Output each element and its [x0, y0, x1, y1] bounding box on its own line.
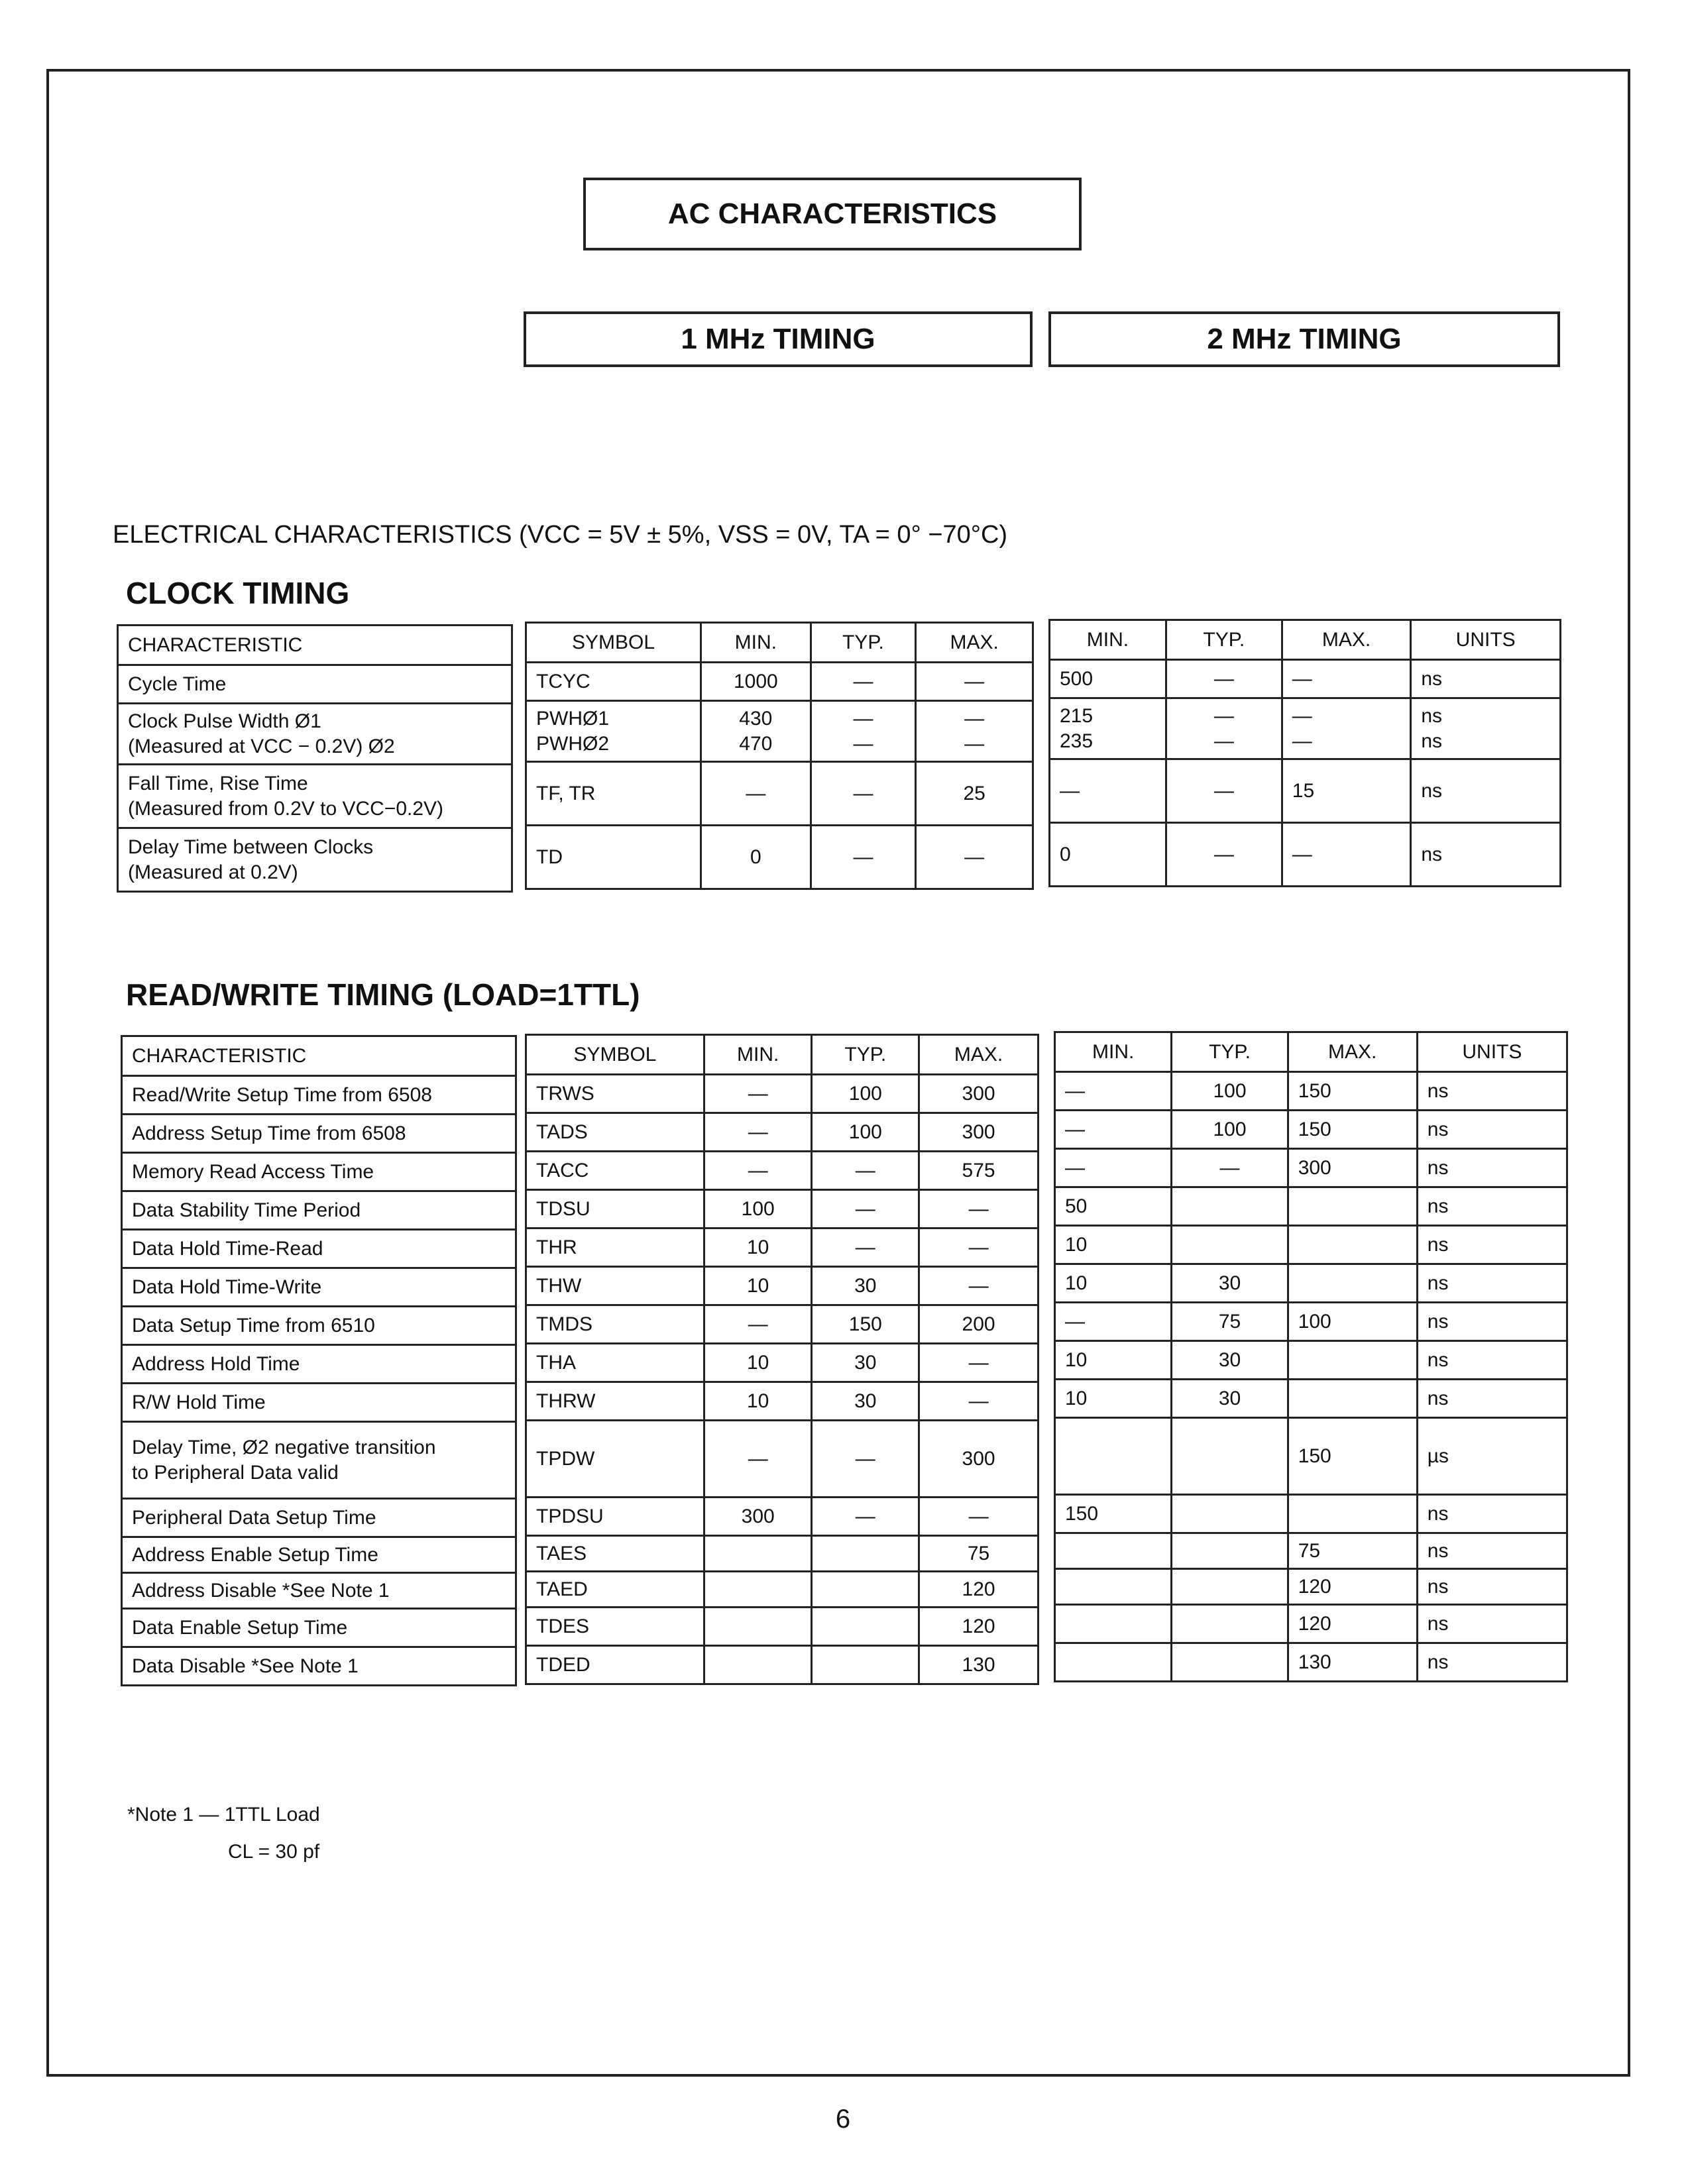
table-row: [526, 1267, 1039, 1305]
max-2mhz-cell: —: [1282, 660, 1411, 698]
min-2mhz-cell: 50: [1055, 1187, 1172, 1226]
table-row: [122, 1573, 516, 1609]
units-cell: ns: [1411, 660, 1561, 698]
clock-timing-title: CLOCK TIMING: [126, 576, 350, 610]
max-1mhz-cell: —: [919, 1228, 1039, 1267]
clock-characteristic-table: [117, 624, 513, 893]
typ-1mhz-cell: 100: [812, 1113, 919, 1152]
table-row: [526, 1382, 1039, 1421]
table-row: [526, 1344, 1039, 1382]
typ-2mhz-cell: [1172, 1533, 1288, 1569]
typ-2mhz-cell: [1172, 1226, 1288, 1264]
max-1mhz-cell: — —: [916, 701, 1033, 762]
table-row: [1055, 1341, 1567, 1380]
min-2mhz-cell: 500: [1050, 660, 1166, 698]
header-max-2mhz: MAX.: [1288, 1032, 1417, 1072]
units-cell: ns: [1417, 1533, 1567, 1569]
max-2mhz-cell: 100: [1288, 1303, 1417, 1341]
typ-1mhz-cell: 30: [812, 1267, 919, 1305]
characteristic-cell: Address Hold Time: [122, 1345, 516, 1384]
typ-2mhz-cell: —: [1166, 660, 1282, 698]
table-row: [122, 1307, 516, 1345]
max-1mhz-cell: 300: [919, 1075, 1039, 1113]
table-row: [1050, 759, 1561, 823]
max-1mhz-cell: 130: [919, 1646, 1039, 1684]
units-cell: µs: [1417, 1418, 1567, 1495]
min-1mhz-cell: 10: [704, 1228, 812, 1267]
table-row: [1055, 1533, 1567, 1569]
table-row: [526, 1075, 1039, 1113]
min-1mhz-cell: —: [704, 1113, 812, 1152]
max-2mhz-cell: [1288, 1380, 1417, 1418]
min-1mhz-cell: —: [704, 1421, 812, 1498]
min-2mhz-cell: [1055, 1605, 1172, 1643]
header-max-2mhz: MAX.: [1282, 620, 1411, 660]
typ-1mhz-cell: [812, 1536, 919, 1572]
typ-2mhz-cell: —: [1166, 759, 1282, 823]
table-row: [1050, 823, 1561, 887]
max-2mhz-cell: 300: [1288, 1149, 1417, 1187]
header-min-2mhz: MIN.: [1050, 620, 1166, 660]
typ-1mhz-cell: 30: [812, 1382, 919, 1421]
typ-1mhz-cell: —: [812, 1498, 919, 1536]
min-2mhz-cell: [1055, 1418, 1172, 1495]
symbol-cell: THRW: [526, 1382, 704, 1421]
min-1mhz-cell: —: [704, 1152, 812, 1190]
symbol-cell: TAED: [526, 1572, 704, 1608]
min-1mhz-cell: 10: [704, 1344, 812, 1382]
symbol-cell: PWHØ1 PWHØ2: [526, 701, 701, 762]
note-line-2: CL = 30 pf: [228, 1841, 320, 1863]
typ-2mhz-cell: 75: [1172, 1303, 1288, 1341]
min-1mhz-cell: [704, 1608, 812, 1646]
table-row: [1055, 1418, 1567, 1495]
units-cell: ns: [1417, 1643, 1567, 1682]
header-max-1mhz: MAX.: [916, 623, 1033, 663]
units-cell: ns: [1411, 759, 1561, 823]
table-row: [122, 1384, 516, 1422]
min-1mhz-cell: [704, 1536, 812, 1572]
typ-1mhz-cell: —: [811, 762, 916, 826]
min-1mhz-cell: 300: [704, 1498, 812, 1536]
characteristic-cell: Data Disable *See Note 1: [122, 1647, 516, 1686]
max-1mhz-cell: 120: [919, 1608, 1039, 1646]
max-2mhz-cell: 150: [1288, 1072, 1417, 1111]
min-1mhz-cell: 100: [704, 1190, 812, 1228]
table-row: [1055, 1643, 1567, 1682]
max-2mhz-cell: [1288, 1187, 1417, 1226]
header-characteristic: CHARACTERISTIC: [122, 1036, 516, 1076]
units-cell: ns: [1417, 1226, 1567, 1264]
characteristic-cell: Delay Time, Ø2 negative transition to Peripheral Data valid: [122, 1422, 516, 1499]
max-1mhz-cell: 575: [919, 1152, 1039, 1190]
symbol-cell: TACC: [526, 1152, 704, 1190]
typ-2mhz-cell: 100: [1172, 1072, 1288, 1111]
max-1mhz-cell: —: [919, 1190, 1039, 1228]
table-row: [118, 665, 512, 704]
max-2mhz-cell: 150: [1288, 1111, 1417, 1149]
typ-1mhz-cell: —: [812, 1228, 919, 1267]
table-row: [1055, 1187, 1567, 1226]
max-2mhz-cell: 15: [1282, 759, 1411, 823]
characteristic-cell: Cycle Time: [118, 665, 512, 704]
min-1mhz-cell: 1000: [701, 663, 811, 701]
table-row: [122, 1499, 516, 1537]
clock-1mhz-table: [525, 622, 1034, 890]
characteristic-cell: Data Setup Time from 6510: [122, 1307, 516, 1345]
units-cell: ns: [1417, 1380, 1567, 1418]
characteristic-cell: Address Enable Setup Time: [122, 1537, 516, 1573]
characteristic-cell: Delay Time between Clocks (Measured at 0.2V): [118, 828, 512, 892]
units-cell: ns: [1417, 1264, 1567, 1303]
typ-2mhz-cell: [1172, 1187, 1288, 1226]
table-row: [122, 1647, 516, 1686]
min-2mhz-cell: [1055, 1643, 1172, 1682]
typ-2mhz-cell: [1172, 1643, 1288, 1682]
max-2mhz-cell: 75: [1288, 1533, 1417, 1569]
characteristic-cell: Fall Time, Rise Time (Measured from 0.2V to VCC−0.2V): [118, 765, 512, 828]
symbol-cell: TAES: [526, 1536, 704, 1572]
min-1mhz-cell: [704, 1572, 812, 1608]
table-row: [1055, 1569, 1567, 1605]
table-row: [1055, 1380, 1567, 1418]
max-2mhz-cell: 130: [1288, 1643, 1417, 1682]
min-1mhz-cell: [704, 1646, 812, 1684]
symbol-cell: TADS: [526, 1113, 704, 1152]
characteristic-cell: Address Disable *See Note 1: [122, 1573, 516, 1609]
table-row: [1055, 1226, 1567, 1264]
characteristic-cell: Data Hold Time-Read: [122, 1230, 516, 1268]
units-cell: ns: [1411, 823, 1561, 887]
symbol-cell: THR: [526, 1228, 704, 1267]
rw-characteristic-table: [121, 1035, 517, 1686]
units-cell: ns: [1417, 1495, 1567, 1533]
table-row: [1055, 1495, 1567, 1533]
symbol-cell: THW: [526, 1267, 704, 1305]
header-typ-2mhz: TYP.: [1166, 620, 1282, 660]
max-1mhz-cell: —: [919, 1267, 1039, 1305]
page-number: 6: [835, 2104, 851, 2134]
typ-2mhz-cell: [1172, 1418, 1288, 1495]
characteristic-cell: Address Setup Time from 6508: [122, 1115, 516, 1153]
max-2mhz-cell: 150: [1288, 1418, 1417, 1495]
header-min-2mhz: MIN.: [1055, 1032, 1172, 1072]
timing-2mhz-heading: 2 MHz TIMING: [1048, 311, 1560, 367]
max-1mhz-cell: 200: [919, 1305, 1039, 1344]
min-2mhz-cell: —: [1050, 759, 1166, 823]
note-line-1: *Note 1 — 1TTL Load: [127, 1804, 320, 1826]
max-2mhz-cell: —: [1282, 823, 1411, 887]
symbol-cell: TDES: [526, 1608, 704, 1646]
rw-timing-title: READ/WRITE TIMING (LOAD=1TTL): [126, 977, 640, 1012]
min-2mhz-cell: —: [1055, 1303, 1172, 1341]
max-1mhz-cell: —: [919, 1382, 1039, 1421]
typ-1mhz-cell: —: [811, 826, 916, 889]
max-2mhz-cell: — —: [1282, 698, 1411, 759]
typ-2mhz-cell: 100: [1172, 1111, 1288, 1149]
header-units-2mhz: UNITS: [1411, 620, 1561, 660]
typ-2mhz-cell: 30: [1172, 1341, 1288, 1380]
table-row: [526, 826, 1033, 889]
min-1mhz-cell: —: [704, 1305, 812, 1344]
max-1mhz-cell: 25: [916, 762, 1033, 826]
table-row: [526, 1305, 1039, 1344]
units-cell: ns: [1417, 1111, 1567, 1149]
header-symbol-1mhz: SYMBOL: [526, 1035, 704, 1075]
units-cell: ns: [1417, 1072, 1567, 1111]
table-row: [526, 1228, 1039, 1267]
table-row: [1050, 698, 1561, 759]
max-2mhz-cell: [1288, 1495, 1417, 1533]
typ-1mhz-cell: [812, 1572, 919, 1608]
min-2mhz-cell: —: [1055, 1072, 1172, 1111]
symbol-cell: TRWS: [526, 1075, 704, 1113]
min-2mhz-cell: [1055, 1569, 1172, 1605]
min-2mhz-cell: —: [1055, 1111, 1172, 1149]
header-typ-1mhz: TYP.: [812, 1035, 919, 1075]
min-2mhz-cell: 150: [1055, 1495, 1172, 1533]
symbol-cell: TDSU: [526, 1190, 704, 1228]
max-2mhz-cell: 120: [1288, 1605, 1417, 1643]
clock-2mhz-table: [1048, 619, 1561, 887]
units-cell: ns ns: [1411, 698, 1561, 759]
symbol-cell: TCYC: [526, 663, 701, 701]
units-cell: ns: [1417, 1341, 1567, 1380]
table-row: [526, 1536, 1039, 1572]
table-row: [526, 663, 1033, 701]
typ-2mhz-cell: —: [1166, 823, 1282, 887]
table-row: [1050, 660, 1561, 698]
table-row: [526, 701, 1033, 762]
min-1mhz-cell: 0: [701, 826, 811, 889]
characteristic-cell: Data Hold Time-Write: [122, 1268, 516, 1307]
min-2mhz-cell: —: [1055, 1149, 1172, 1187]
characteristic-cell: Memory Read Access Time: [122, 1153, 516, 1191]
table-row: [1055, 1264, 1567, 1303]
units-cell: ns: [1417, 1569, 1567, 1605]
rw-1mhz-table: [525, 1034, 1039, 1685]
table-row: [526, 1572, 1039, 1608]
header-symbol-1mhz: SYMBOL: [526, 623, 701, 663]
min-1mhz-cell: —: [701, 762, 811, 826]
min-2mhz-cell: 10: [1055, 1226, 1172, 1264]
max-1mhz-cell: 75: [919, 1536, 1039, 1572]
table-row: [122, 1153, 516, 1191]
units-cell: ns: [1417, 1303, 1567, 1341]
table-row: [526, 1113, 1039, 1152]
table-row: [122, 1345, 516, 1384]
page-title: AC CHARACTERISTICS: [583, 178, 1082, 250]
typ-1mhz-cell: 30: [812, 1344, 919, 1382]
typ-2mhz-cell: [1172, 1605, 1288, 1643]
characteristic-cell: Data Enable Setup Time: [122, 1609, 516, 1647]
table-row: [1055, 1605, 1567, 1643]
timing-1mhz-heading: 1 MHz TIMING: [524, 311, 1033, 367]
table-row: [122, 1537, 516, 1573]
typ-1mhz-cell: [812, 1646, 919, 1684]
units-cell: ns: [1417, 1149, 1567, 1187]
header-characteristic: CHARACTERISTIC: [118, 626, 512, 665]
characteristic-cell: Peripheral Data Setup Time: [122, 1499, 516, 1537]
table-row: [526, 762, 1033, 826]
symbol-cell: TDED: [526, 1646, 704, 1684]
table-row: [526, 1498, 1039, 1536]
max-2mhz-cell: [1288, 1264, 1417, 1303]
symbol-cell: TD: [526, 826, 701, 889]
header-units-2mhz: UNITS: [1417, 1032, 1567, 1072]
table-row: [122, 1191, 516, 1230]
table-row: [526, 1608, 1039, 1646]
table-row: [122, 1422, 516, 1499]
table-row: [1055, 1111, 1567, 1149]
min-2mhz-cell: 10: [1055, 1341, 1172, 1380]
max-1mhz-cell: 300: [919, 1113, 1039, 1152]
characteristic-cell: Clock Pulse Width Ø1 (Measured at VCC − 0.2V) Ø2: [118, 704, 512, 765]
max-1mhz-cell: 300: [919, 1421, 1039, 1498]
min-1mhz-cell: 430 470: [701, 701, 811, 762]
typ-2mhz-cell: [1172, 1495, 1288, 1533]
max-1mhz-cell: —: [916, 663, 1033, 701]
header-typ-1mhz: TYP.: [811, 623, 916, 663]
table-row: [122, 1609, 516, 1647]
min-2mhz-cell: 10: [1055, 1264, 1172, 1303]
symbol-cell: TF, TR: [526, 762, 701, 826]
table-row: [526, 1190, 1039, 1228]
table-row: [526, 1421, 1039, 1498]
table-row: [122, 1076, 516, 1115]
min-2mhz-cell: 0: [1050, 823, 1166, 887]
max-2mhz-cell: [1288, 1341, 1417, 1380]
max-1mhz-cell: 120: [919, 1572, 1039, 1608]
table-row: [122, 1115, 516, 1153]
max-2mhz-cell: 120: [1288, 1569, 1417, 1605]
header-min-1mhz: MIN.: [704, 1035, 812, 1075]
header-typ-2mhz: TYP.: [1172, 1032, 1288, 1072]
max-2mhz-cell: [1288, 1226, 1417, 1264]
rw-2mhz-table: [1054, 1031, 1568, 1682]
typ-2mhz-cell: [1172, 1569, 1288, 1605]
table-row: [118, 704, 512, 765]
symbol-cell: THA: [526, 1344, 704, 1382]
units-cell: ns: [1417, 1187, 1567, 1226]
max-1mhz-cell: —: [919, 1344, 1039, 1382]
typ-1mhz-cell: —: [812, 1190, 919, 1228]
typ-2mhz-cell: 30: [1172, 1264, 1288, 1303]
typ-2mhz-cell: — —: [1166, 698, 1282, 759]
typ-2mhz-cell: —: [1172, 1149, 1288, 1187]
typ-1mhz-cell: 150: [812, 1305, 919, 1344]
min-1mhz-cell: 10: [704, 1267, 812, 1305]
typ-1mhz-cell: —: [812, 1421, 919, 1498]
characteristic-cell: R/W Hold Time: [122, 1384, 516, 1422]
min-2mhz-cell: 215 235: [1050, 698, 1166, 759]
max-1mhz-cell: —: [916, 826, 1033, 889]
table-row: [1055, 1303, 1567, 1341]
table-row: [122, 1268, 516, 1307]
typ-2mhz-cell: 30: [1172, 1380, 1288, 1418]
typ-1mhz-cell: [812, 1608, 919, 1646]
electrical-conditions: ELECTRICAL CHARACTERISTICS (VCC = 5V ± 5%, VSS = 0V, TA = 0° −70°C): [113, 521, 1008, 549]
header-min-1mhz: MIN.: [701, 623, 811, 663]
table-row: [118, 765, 512, 828]
min-2mhz-cell: 10: [1055, 1380, 1172, 1418]
max-1mhz-cell: —: [919, 1498, 1039, 1536]
min-1mhz-cell: —: [704, 1075, 812, 1113]
typ-1mhz-cell: — —: [811, 701, 916, 762]
table-row: [526, 1646, 1039, 1684]
characteristic-cell: Data Stability Time Period: [122, 1191, 516, 1230]
table-row: [1055, 1072, 1567, 1111]
symbol-cell: TPDW: [526, 1421, 704, 1498]
table-row: [1055, 1149, 1567, 1187]
header-max-1mhz: MAX.: [919, 1035, 1039, 1075]
characteristic-cell: Read/Write Setup Time from 6508: [122, 1076, 516, 1115]
min-1mhz-cell: 10: [704, 1382, 812, 1421]
typ-1mhz-cell: —: [812, 1152, 919, 1190]
typ-1mhz-cell: 100: [812, 1075, 919, 1113]
min-2mhz-cell: [1055, 1533, 1172, 1569]
table-row: [122, 1230, 516, 1268]
table-row: [118, 828, 512, 892]
symbol-cell: TMDS: [526, 1305, 704, 1344]
symbol-cell: TPDSU: [526, 1498, 704, 1536]
units-cell: ns: [1417, 1605, 1567, 1643]
table-row: [526, 1152, 1039, 1190]
typ-1mhz-cell: —: [811, 663, 916, 701]
